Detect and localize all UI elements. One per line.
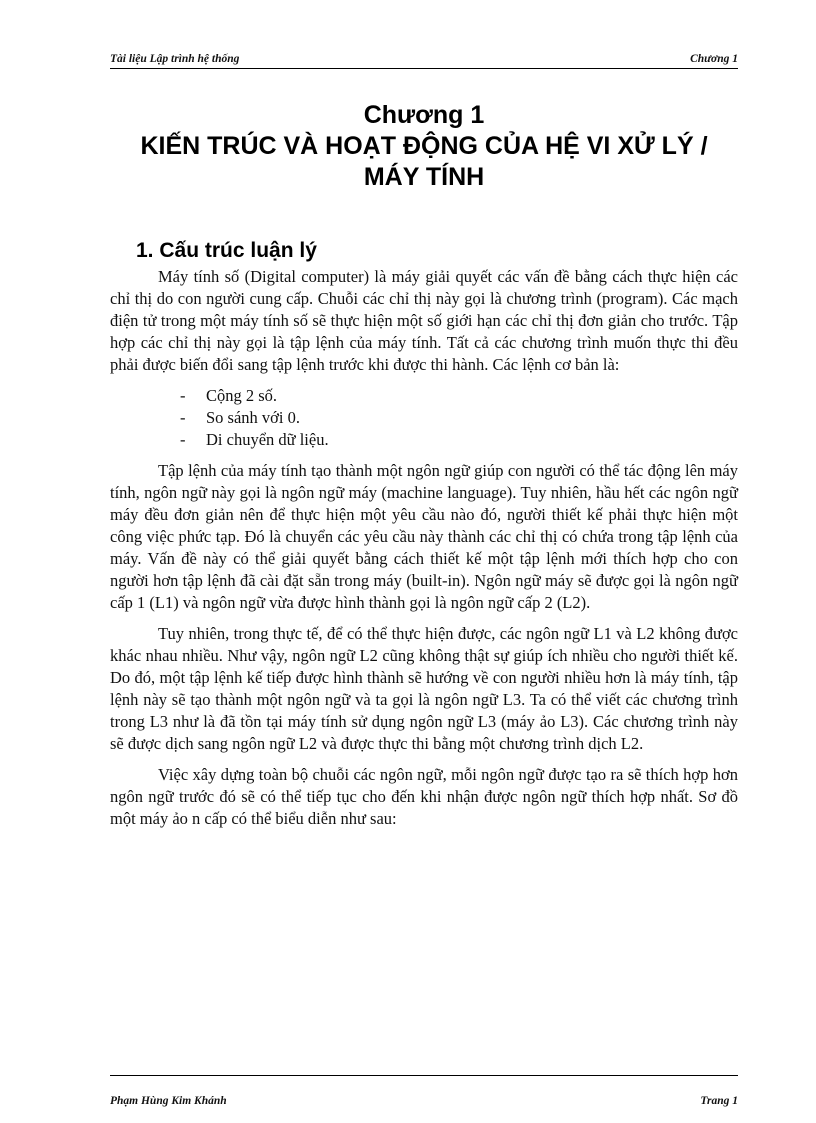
header-document-title: Tài liệu Lập trình hệ thống	[110, 53, 240, 65]
section-heading: 1. Cấu trúc luận lý	[136, 239, 317, 262]
header-chapter-label: Chương 1	[690, 53, 738, 65]
paragraph-1: Máy tính số (Digital computer) là máy giải quyết các vấn đề bằng cách thực hiện các chỉ thị do con người cung cấp. Chuỗi các chỉ thị này gọi là chương trình (program). Các mạch điện tử trong một máy tính số sẽ thực hiện một số giới hạn các chỉ thị đơn giản cho trước. Tập hợp các chỉ thị này gọi là tập lệnh của máy tính. Tất cả các chương trình muốn thực thi đều phải được biến đổi sang tập lệnh trước khi được thi hành. Các lệnh cơ bản là:	[110, 267, 738, 374]
page-header	[110, 52, 738, 69]
list-item	[180, 407, 738, 429]
list-item-text: Di chuyển dữ liệu.	[206, 430, 329, 449]
instruction-list	[110, 385, 738, 451]
chapter-title-line-1: KIẾN TRÚC VÀ HOẠT ĐỘNG CỦA HỆ VI XỬ LÝ /	[140, 132, 708, 160]
chapter-title-line-2: MÁY TÍNH	[363, 163, 485, 191]
paragraph-4: Việc xây dựng toàn bộ chuỗi các ngôn ngữ, mỗi ngôn ngữ được tạo ra sẽ thích hợp hơn ngôn ngữ trước đó sẽ có thể tiếp tục cho đến khi nhận được ngôn ngữ thích hợp nhất. Sơ đồ một máy ảo n cấp có thể biểu diễn như sau:	[110, 765, 738, 828]
list-dash: -	[180, 430, 186, 449]
list-dash: -	[180, 408, 186, 427]
body-content	[110, 266, 738, 839]
list-item-text: Cộng 2 số.	[206, 386, 278, 405]
list-item	[180, 429, 738, 451]
footer-author: Phạm Hùng Kim Khánh	[110, 1095, 227, 1107]
list-dash: -	[180, 386, 186, 405]
chapter-title-block	[110, 100, 738, 193]
list-item	[180, 385, 738, 407]
chapter-number: Chương 1	[363, 101, 485, 129]
list-item-text: So sánh với 0.	[206, 408, 300, 427]
footer-page-number: Trang 1	[700, 1095, 738, 1107]
page-footer	[110, 1075, 738, 1107]
paragraph-2: Tập lệnh của máy tính tạo thành một ngôn ngữ giúp con người có thể tác động lên máy tính, ngôn ngữ này gọi là ngôn ngữ máy (machine language). Tuy nhiên, hầu hết các ngôn ngữ máy đều đơn giản nên để thực hiện một yêu cầu nào đó, người thiết kế phải thực hiện một công việc phức tạp. Đó là chuyển các yêu cầu này thành các chỉ thị có chứa trong tập lệnh của máy. Vấn đề này có thể giải quyết bằng cách thiết kế một tập lệnh mới thích hợp cho con người hơn tập lệnh đã cài đặt sẵn trong máy (built-in). Ngôn ngữ máy sẽ được gọi là ngôn ngữ cấp 1 (L1) và ngôn ngữ vừa được hình thành gọi là ngôn ngữ cấp 2 (L2).	[110, 461, 738, 612]
paragraph-3: Tuy nhiên, trong thực tế, để có thể thực hiện được, các ngôn ngữ L1 và L2 không được khác nhau nhiều. Như vậy, ngôn ngữ L2 cũng không thật sự giúp ích nhiều cho người thiết kế. Do đó, một tập lệnh kế tiếp được hình thành sẽ hướng về con người nhiều hơn là máy tính, tập lệnh này sẽ tạo thành một ngôn ngữ và ta gọi là ngôn ngữ L3. Ta có thể viết các chương trình trong L3 như là đã tồn tại máy tính sử dụng ngôn ngữ L3 (máy ảo L3). Các chương trình này sẽ được dịch sang ngôn ngữ L2 và được thực thi bằng một chương trình dịch L2.	[110, 624, 738, 753]
